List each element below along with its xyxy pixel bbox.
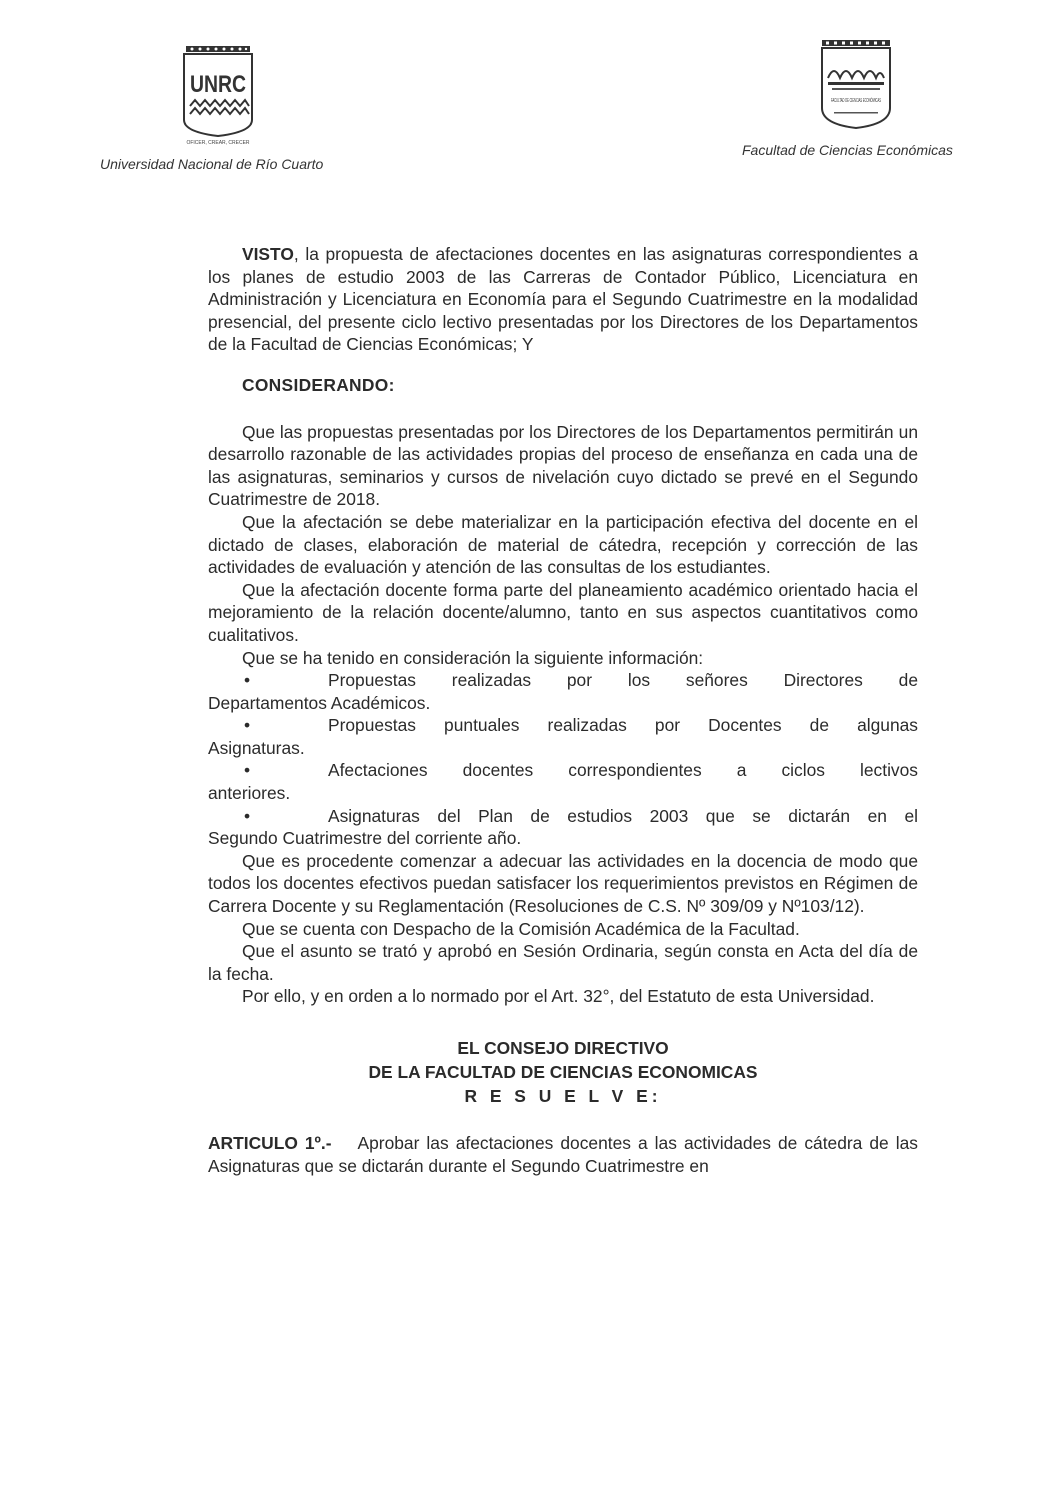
bullet-dot: • bbox=[244, 760, 251, 781]
bullet-dot: • bbox=[244, 670, 251, 691]
considerando-paragraph-7: Que el asunto se trató y aprobó en Sesión Ordinaria, según consta en Acta del día de la fecha. bbox=[208, 941, 918, 984]
considerando-paragraph-3: Que la afectación docente forma parte del planeamiento académico orientado hacia el mejoramiento de la relación docente/alumno, tanto en sus aspectos cuantitativos como cualitativos. bbox=[208, 579, 918, 645]
visto-text: , la propuesta de afectaciones docentes en las asignaturas correspondientes a los planes de estudio 2003 de las Carreras de Contador Público, Licenciatura en Administración y Licenciatura en Economía para el Segundo Cuatrimestre en la modalidad presencial, del presente ciclo lectivo presentadas por los Directores de los Departamentos de la Facultad de Ciencias Económicas; Y bbox=[208, 244, 918, 355]
bullet-item bbox=[208, 759, 918, 804]
bullet-continuation: Departamentos Académicos. bbox=[208, 692, 431, 713]
article-1 bbox=[208, 1132, 918, 1177]
bullet-continuation: Segundo Cuatrimestre del corriente año. bbox=[208, 828, 522, 849]
bullet-text: Afectaciones docentes correspondientes a ciclos lectivos bbox=[328, 760, 918, 781]
bullet-text: Propuestas puntuales realizadas por Docentes de algunas bbox=[328, 715, 918, 736]
bullet-item bbox=[208, 714, 918, 759]
bullet-text: Asignaturas del Plan de estudios 2003 que se dictarán en el bbox=[328, 805, 918, 826]
visto-paragraph bbox=[208, 243, 918, 356]
resolution-line-3: R E S U E L V E: bbox=[464, 1086, 662, 1106]
considerando-paragraph-4: Que se ha tenido en consideración la siguiente información: bbox=[242, 647, 704, 668]
bullet-item bbox=[208, 669, 918, 714]
bullet-text: Propuestas realizadas por los señores Directores de bbox=[328, 670, 918, 691]
resolution-line-1: EL CONSEJO DIRECTIVO bbox=[457, 1038, 669, 1058]
considerando-paragraph-2: Que la afectación se debe materializar en la participación efectiva del docente en el dictado de clases, elaboración de material de cátedra, recepción y corrección de las actividades de evaluación y atención de las consultas de los estudiantes. bbox=[208, 511, 918, 578]
considerando-paragraph-5: Que es procedente comenzar a adecuar las actividades en la docencia de modo que todos los docentes efectivos puedan satisfacer los requerimientos previstos en Régimen de Carrera Docente y su Reglamentación (Resoluciones de C.S. Nº 309/09 y Nº103/12). bbox=[208, 850, 918, 917]
bullet-continuation: anteriores. bbox=[208, 783, 291, 804]
resolution-heading bbox=[208, 1036, 918, 1108]
resolution-line-2: DE LA FACULTAD DE CIENCIAS ECONOMICAS bbox=[368, 1062, 758, 1082]
unrc-logo bbox=[178, 40, 258, 150]
considerando-heading: CONSIDERANDO: bbox=[242, 374, 395, 395]
considerando-paragraph-6: Que se cuenta con Despacho de la Comisión Académica de la Facultad. bbox=[242, 918, 800, 939]
article-1-text: Aprobar las afectaciones docentes a las actividades de cátedra de las Asignaturas que se dictarán durante el Segundo Cuatrimestre en bbox=[208, 1133, 918, 1176]
article-1-label: ARTICULO 1º.- bbox=[208, 1133, 332, 1153]
unrc-logo-motto: OFICER, CREAR, CRECER bbox=[186, 140, 250, 146]
fce-logo-text: FACULTAD DE CIENCIAS ECONÓMICAS bbox=[831, 98, 926, 104]
considerando-paragraph-8: Por ello, y en orden a lo normado por el Art. 32°, del Estatuto de esta Universidad. bbox=[242, 986, 875, 1007]
bullet-dot: • bbox=[244, 715, 251, 736]
faculty-name: Facultad de Ciencias Económicas bbox=[742, 142, 953, 158]
fce-logo bbox=[818, 38, 926, 132]
visto-lead: VISTO bbox=[242, 244, 294, 264]
university-name: Universidad Nacional de Río Cuarto bbox=[100, 156, 324, 172]
bullet-continuation: Asignaturas. bbox=[208, 737, 305, 758]
bullet-item bbox=[208, 805, 918, 850]
unrc-logo-letters: UNRC bbox=[190, 71, 246, 98]
bullet-dot: • bbox=[244, 805, 251, 826]
considerando-paragraph-1: Que las propuestas presentadas por los Directores de los Departamentos permitirán un desarrollo razonable de las actividades propias del proceso de enseñanza en cada una de las asignaturas, seminarios y cursos de nivelación cuyo dictado se prevé en el Segundo Cuatrimestre de 2018. bbox=[208, 421, 918, 510]
document-body bbox=[208, 243, 918, 1177]
